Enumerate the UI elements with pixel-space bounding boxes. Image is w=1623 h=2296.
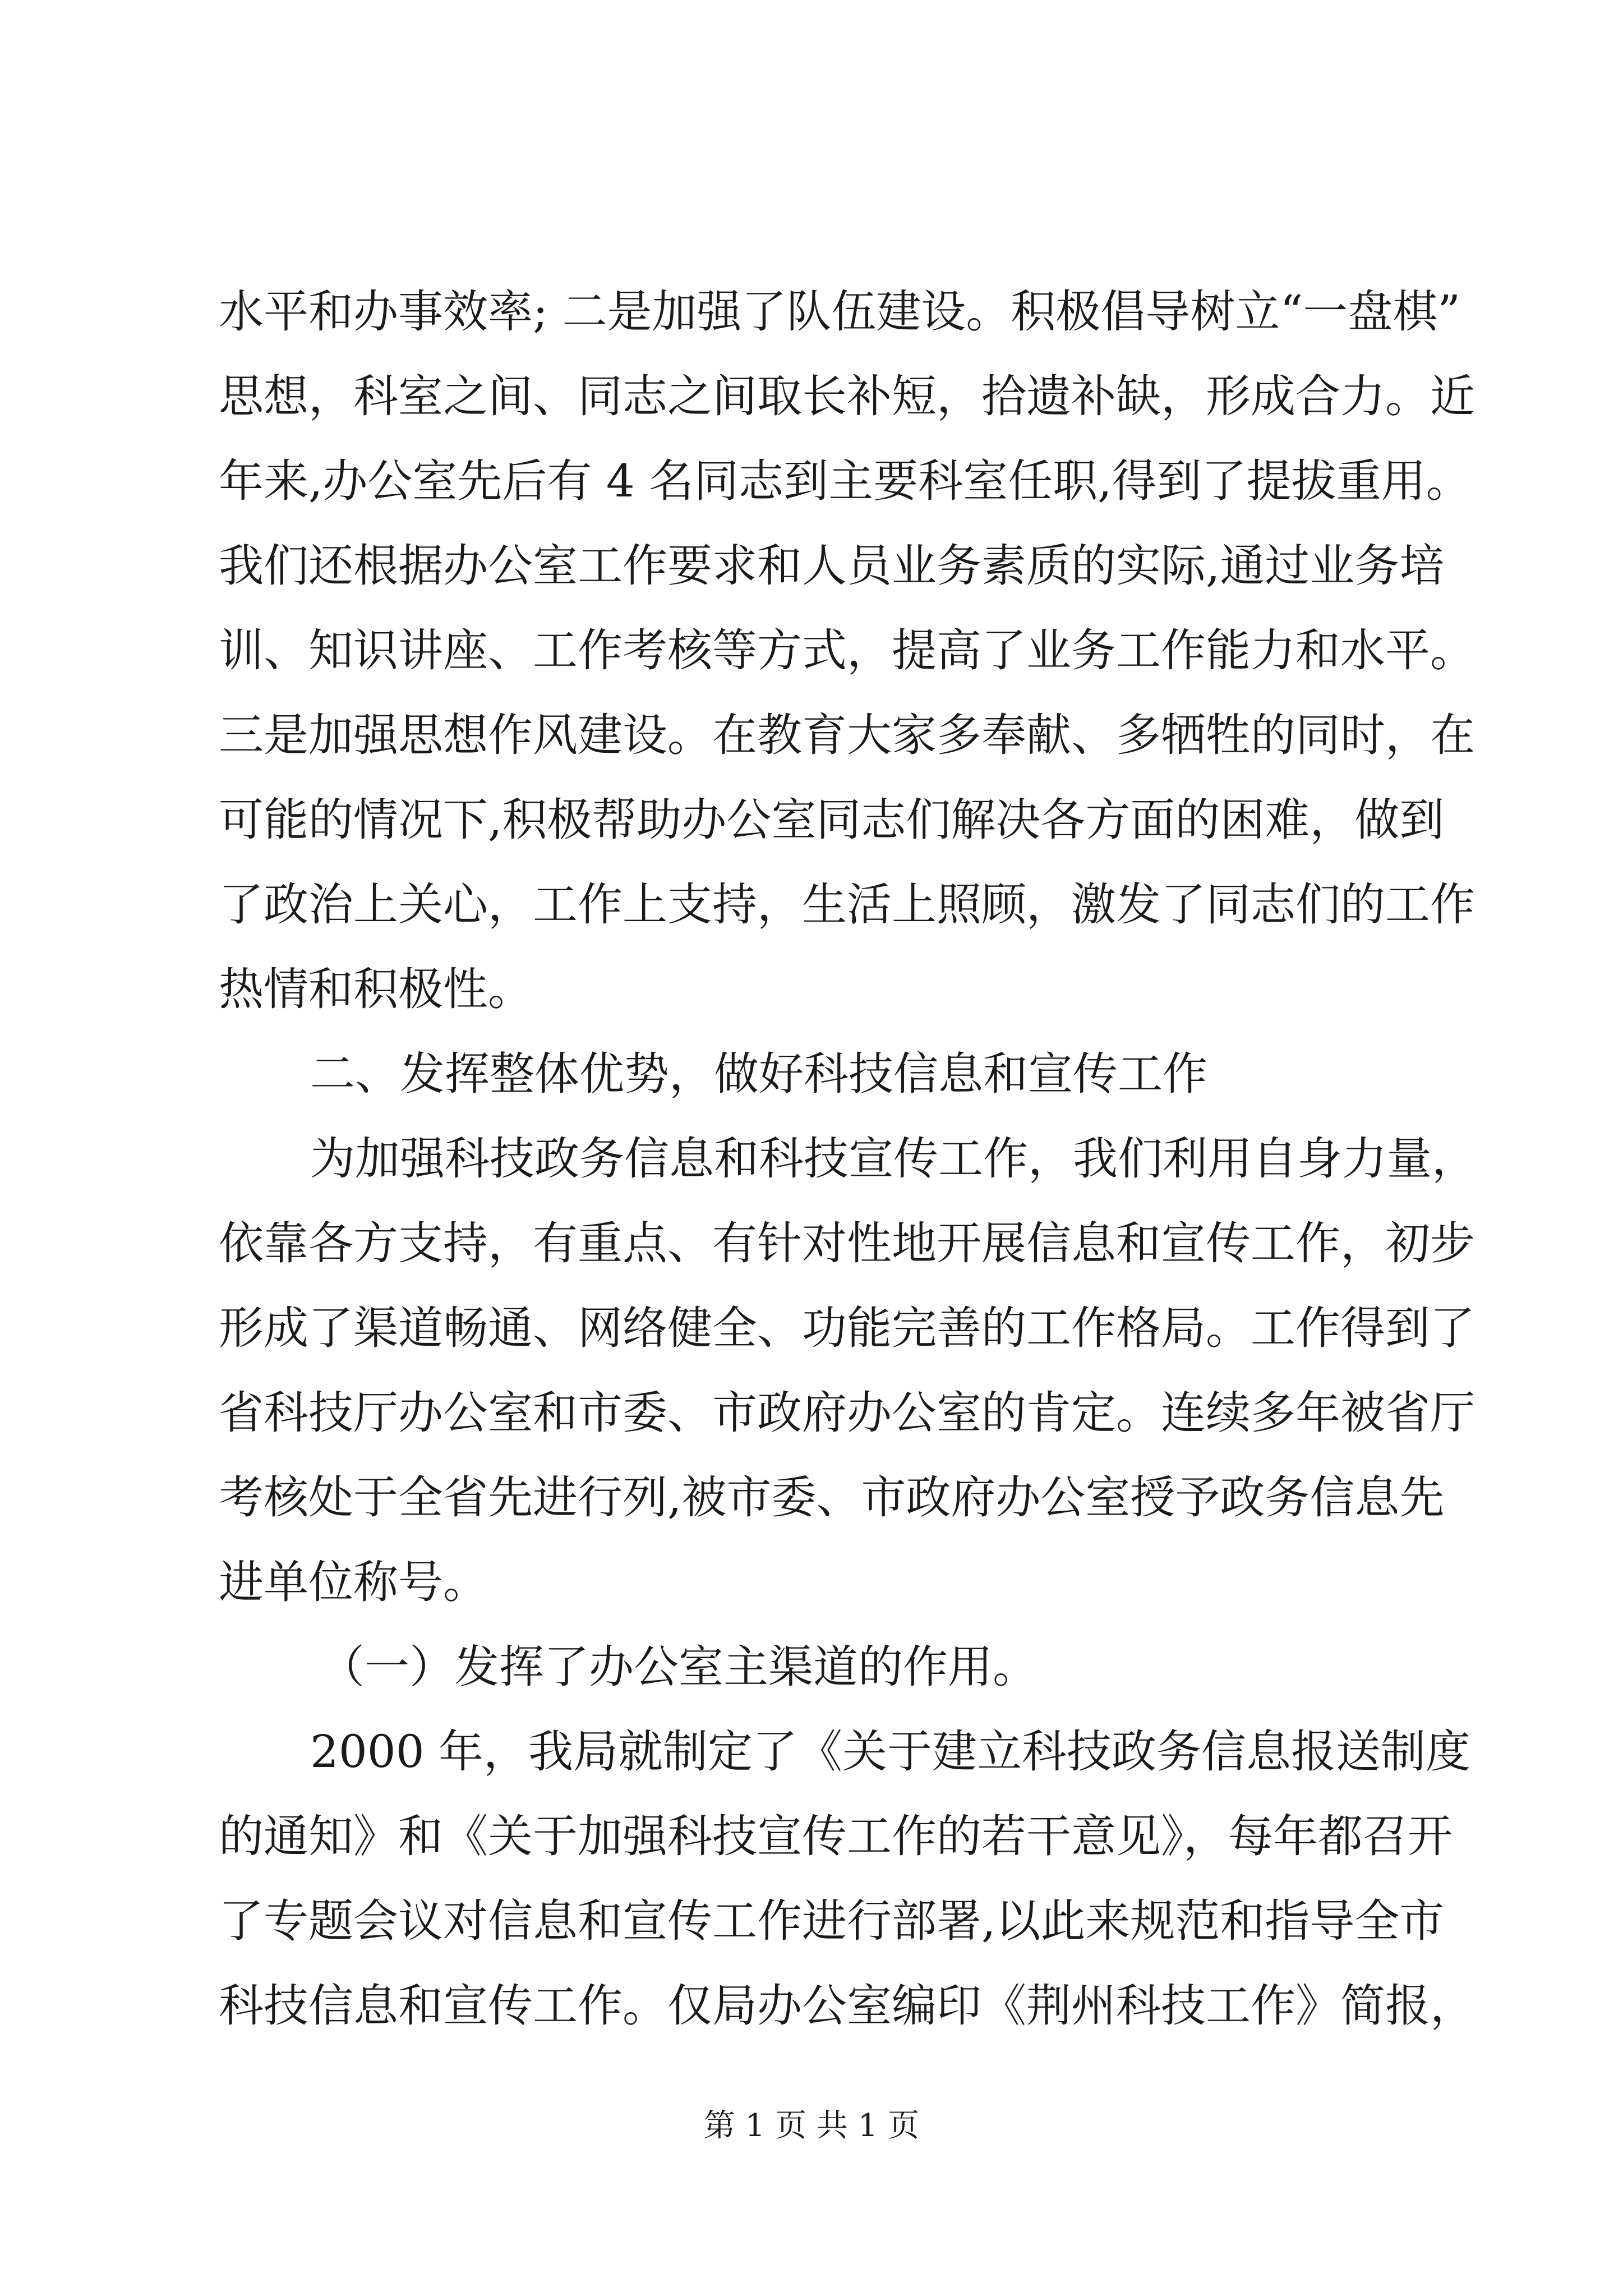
page-number: 第 1 页 共 1 页 (703, 2108, 920, 2144)
text-line: 考核处于全省先进行列,被市委、市政府办公室授予政务信息先 (219, 1471, 1445, 1524)
text-line: 省科技厅办公室和市委、市政府办公室的肯定。连续多年被省厅 (219, 1387, 1475, 1439)
text-line: 热情和积极性。 (219, 963, 533, 1015)
text-line: 形成了渠道畅通、网络健全、功能完善的工作格局。工作得到了 (219, 1302, 1475, 1354)
text-line: 年来,办公室先后有 4 名同志到主要科室任职,得到了提拔重用。 (219, 455, 1471, 507)
subsection-heading: （一）发挥了办公室主渠道的作用。 (320, 1641, 1038, 1693)
text-line: 我们还根据办公室工作要求和人员业务素质的实际,通过业务培 (219, 540, 1445, 592)
page-footer (0, 2106, 1623, 2146)
text-line: 可能的情况下,积极帮助办公室同志们解决各方面的困难，做到 (219, 794, 1445, 846)
section-heading: 二、发挥整体优势，做好科技信息和宣传工作 (310, 1048, 1207, 1100)
text-line: 水平和办事效率; 二是加强了队伍建设。积极倡导树立“一盘棋” (219, 286, 1461, 338)
document-body (219, 269, 1477, 2048)
text-line: 了政治上关心，工作上支持，生活上照顾，激发了同志们的工作 (219, 878, 1475, 931)
text-line: 进单位称号。 (219, 1556, 488, 1608)
text-line: 2000 年，我局就制定了《关于建立科技政务信息报送制度 (310, 1726, 1471, 1778)
text-line: 思想，科室之间、同志之间取长补短，拾遗补缺，形成合力。近 (219, 370, 1475, 422)
text-line: 三是加强思想作风建设。在教育大家多奉献、多牺牲的同时，在 (219, 709, 1475, 761)
text-line: 依靠各方支持，有重点、有针对性地开展信息和宣传工作，初步 (219, 1217, 1475, 1269)
text-line: 训、知识讲座、工作考核等方式，提高了业务工作能力和水平。 (219, 624, 1475, 677)
text-line: 了专题会议对信息和宣传工作进行部署,以此来规范和指导全市 (219, 1895, 1445, 1947)
text-line: 为加强科技政务信息和科技宣传工作，我们利用自身力量， (310, 1133, 1477, 1185)
text-line: 科技信息和宣传工作。仅局办公室编印《荆州科技工作》简报， (219, 1980, 1475, 2032)
text-line: 的通知》和《关于加强科技宣传工作的若干意见》，每年都召开 (219, 1810, 1453, 1862)
